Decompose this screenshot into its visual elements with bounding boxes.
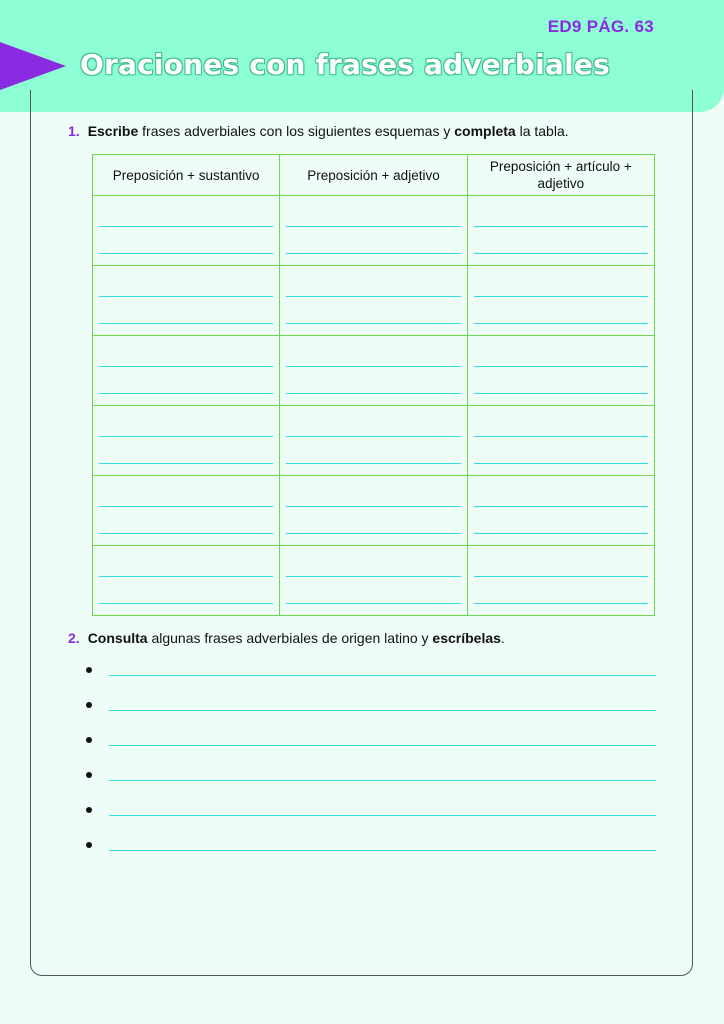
exercise-number: 1. (68, 123, 80, 139)
writing-line[interactable] (474, 366, 648, 367)
instruction-verb: Consulta (87, 630, 148, 646)
bullet-icon (86, 737, 92, 743)
answer-cell[interactable] (280, 406, 467, 476)
writing-line[interactable] (286, 506, 460, 507)
column-header: Preposición + artículo + adjetivo (467, 155, 654, 196)
answer-cell[interactable] (467, 546, 654, 616)
instruction-text: . (500, 630, 505, 646)
list-item (86, 800, 656, 835)
table-header-row (93, 155, 655, 196)
writing-line[interactable] (99, 323, 273, 324)
answer-cell[interactable] (93, 336, 280, 406)
column-header: Preposición + adjetivo (280, 155, 467, 196)
writing-line[interactable] (109, 745, 656, 746)
writing-line[interactable] (474, 436, 648, 437)
instruction-verb: Escribe (87, 123, 139, 139)
writing-line[interactable] (99, 603, 273, 604)
writing-line[interactable] (286, 253, 460, 254)
list-item (86, 765, 656, 800)
instruction-verb: completa (454, 123, 516, 139)
exercise-2-instruction (68, 630, 505, 646)
writing-line[interactable] (474, 296, 648, 297)
writing-line[interactable] (286, 603, 460, 604)
writing-line[interactable] (286, 393, 460, 394)
bullet-icon (86, 807, 92, 813)
writing-line[interactable] (99, 506, 273, 507)
table-body (93, 196, 655, 616)
list-item (86, 660, 656, 695)
writing-line[interactable] (99, 436, 273, 437)
answer-cell[interactable] (467, 266, 654, 336)
writing-line[interactable] (474, 253, 648, 254)
answer-cell[interactable] (93, 266, 280, 336)
writing-line[interactable] (99, 226, 273, 227)
list-item (86, 835, 656, 870)
writing-line[interactable] (474, 463, 648, 464)
list-item (86, 695, 656, 730)
writing-line[interactable] (109, 815, 656, 816)
writing-line[interactable] (99, 463, 273, 464)
exercise-number: 2. (68, 630, 80, 646)
writing-line[interactable] (99, 393, 273, 394)
table-row (93, 406, 655, 476)
answer-cell[interactable] (280, 476, 467, 546)
page-title: Oraciones con frases adverbiales (80, 48, 610, 81)
writing-line[interactable] (99, 296, 273, 297)
writing-line[interactable] (286, 533, 460, 534)
writing-line[interactable] (474, 323, 648, 324)
table-row (93, 336, 655, 406)
answer-cell[interactable] (93, 406, 280, 476)
writing-line[interactable] (474, 393, 648, 394)
writing-line[interactable] (109, 710, 656, 711)
writing-line[interactable] (286, 323, 460, 324)
answer-cell[interactable] (280, 196, 467, 266)
answer-cell[interactable] (93, 196, 280, 266)
answer-cell[interactable] (467, 336, 654, 406)
writing-line[interactable] (474, 576, 648, 577)
writing-line[interactable] (109, 675, 656, 676)
writing-line[interactable] (286, 463, 460, 464)
writing-line[interactable] (286, 296, 460, 297)
writing-line[interactable] (286, 436, 460, 437)
answer-cell[interactable] (467, 476, 654, 546)
table-row (93, 266, 655, 336)
writing-line[interactable] (99, 253, 273, 254)
writing-line[interactable] (474, 603, 648, 604)
list-item (86, 730, 656, 765)
writing-line[interactable] (474, 533, 648, 534)
writing-line[interactable] (286, 226, 460, 227)
writing-line[interactable] (99, 533, 273, 534)
arrow-icon (0, 42, 66, 90)
table-row (93, 546, 655, 616)
table-row (93, 196, 655, 266)
answer-cell[interactable] (467, 406, 654, 476)
answer-cell[interactable] (467, 196, 654, 266)
writing-line[interactable] (474, 226, 648, 227)
instruction-verb: escríbelas (432, 630, 501, 646)
writing-line[interactable] (286, 366, 460, 367)
bullet-icon (86, 667, 92, 673)
instruction-text: algunas frases adverbiales de origen latino y (147, 630, 433, 646)
writing-line[interactable] (99, 366, 273, 367)
table-row (93, 476, 655, 546)
writing-line[interactable] (109, 780, 656, 781)
column-header: Preposición + sustantivo (93, 155, 280, 196)
writing-line[interactable] (109, 850, 656, 851)
instruction-text: frases adverbiales con los siguientes esquemas y (138, 123, 455, 139)
writing-line[interactable] (99, 576, 273, 577)
answer-cell[interactable] (280, 546, 467, 616)
writing-line[interactable] (474, 506, 648, 507)
writing-line[interactable] (286, 576, 460, 577)
bullet-icon (86, 702, 92, 708)
exercise-1-instruction (68, 123, 569, 139)
answer-cell[interactable] (280, 336, 467, 406)
answer-cell[interactable] (93, 476, 280, 546)
instruction-text: la tabla. (515, 123, 569, 139)
page-code: ED9 PÁG. 63 (547, 17, 654, 36)
answer-cell[interactable] (93, 546, 280, 616)
answer-cell[interactable] (280, 266, 467, 336)
bullet-icon (86, 842, 92, 848)
answer-table (92, 154, 655, 616)
answer-bullet-list (86, 660, 656, 870)
bullet-icon (86, 772, 92, 778)
